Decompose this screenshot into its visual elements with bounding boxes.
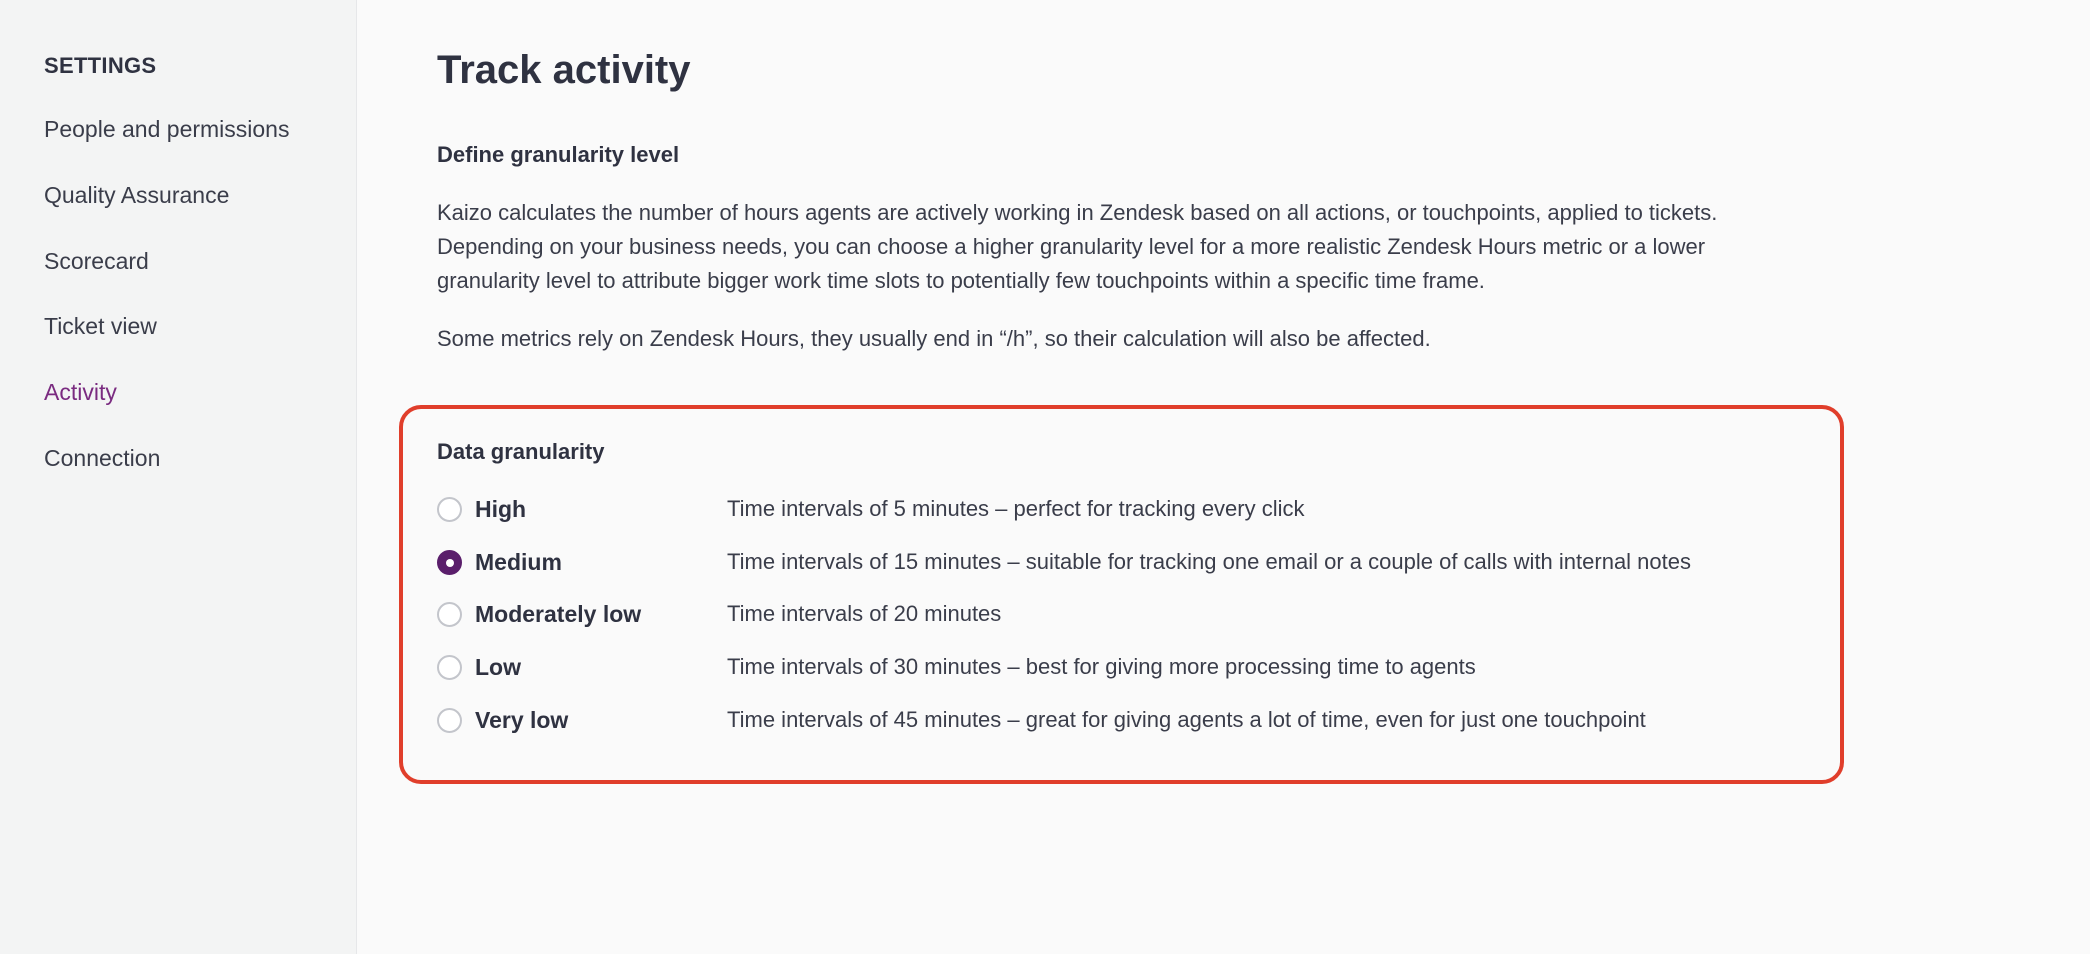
granularity-option-very-low[interactable] <box>437 704 1837 738</box>
sidebar-item-people-and-permissions[interactable]: People and permissions <box>44 116 290 142</box>
main-content <box>358 0 2090 954</box>
page-title: Track activity <box>437 48 691 92</box>
radio-button[interactable] <box>437 497 462 522</box>
radio-button-selected[interactable] <box>437 550 462 575</box>
radio-button[interactable] <box>437 655 462 680</box>
option-description: Time intervals of 15 minutes – suitable for tracking one email or a couple of calls with internal notes <box>727 549 1691 574</box>
sidebar-item-ticket-view[interactable]: Ticket view <box>44 313 157 339</box>
option-name: Low <box>475 654 521 680</box>
sidebar-item-connection[interactable]: Connection <box>44 445 161 471</box>
description-text: Kaizo calculates the number of hours agents are actively working in Zendesk based on all actions, or touchpoints, applied to tickets. Depending on your business needs, you can choose a higher granularity level for a more realistic Zendesk Hours metric or a lower granularity level to attribute bigger work time slots to potentially few touchpoints within a specific time frame. <box>437 200 1718 293</box>
note-text: Some metrics rely on Zendesk Hours, they usually end in “/h”, so their calculation will also be affected. <box>437 326 1431 351</box>
option-description: Time intervals of 30 minutes – best for giving more processing time to agents <box>727 654 1476 679</box>
option-name: High <box>475 496 527 522</box>
granularity-option-medium[interactable] <box>437 546 1837 580</box>
sidebar-item-scorecard[interactable]: Scorecard <box>44 248 149 274</box>
data-granularity-label: Data granularity <box>437 439 605 464</box>
sidebar-item-quality-assurance[interactable]: Quality Assurance <box>44 182 230 208</box>
settings-sidebar <box>0 0 357 954</box>
option-description: Time intervals of 5 minutes – perfect for tracking every click <box>727 496 1305 521</box>
sidebar-title: SETTINGS <box>44 53 157 78</box>
granularity-option-moderately-low[interactable] <box>437 598 1837 632</box>
section-heading: Define granularity level <box>437 142 680 167</box>
granularity-option-high[interactable] <box>437 493 1837 527</box>
radio-button[interactable] <box>437 602 462 627</box>
option-name: Very low <box>475 707 569 733</box>
option-name: Moderately low <box>475 601 642 627</box>
option-description: Time intervals of 45 minutes – great for giving agents a lot of time, even for just one touchpoint <box>727 707 1646 732</box>
option-name: Medium <box>475 549 562 575</box>
radio-button[interactable] <box>437 708 462 733</box>
option-description: Time intervals of 20 minutes <box>727 601 1002 626</box>
granularity-option-low[interactable] <box>437 651 1837 685</box>
sidebar-item-activity[interactable]: Activity <box>44 379 117 405</box>
